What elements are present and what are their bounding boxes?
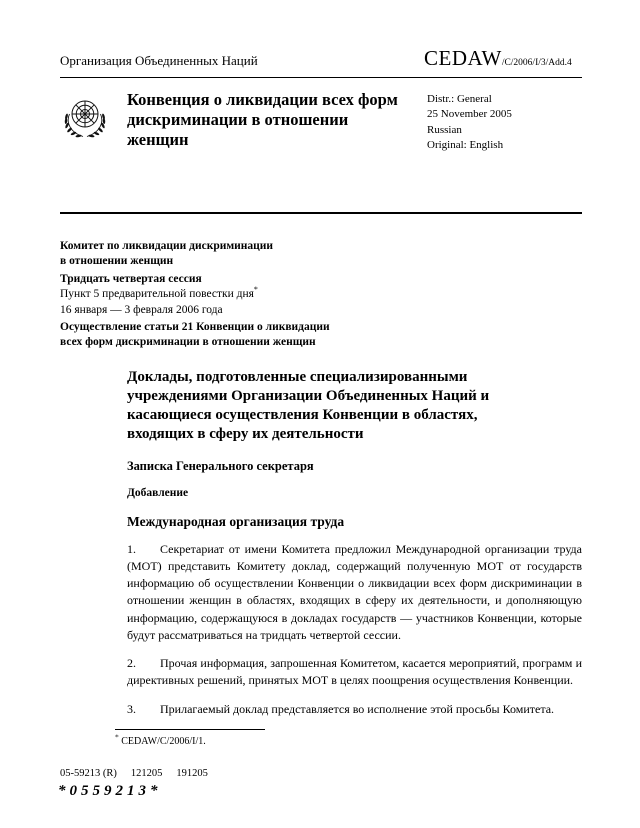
org-name: Организация Объединенных Наций [60,53,258,68]
document-symbol-suffix: /C/2006/I/3/Add.4 [501,58,572,68]
paragraph-3-number: 3. [127,701,136,716]
convention-title: Конвенция о ликвидации всех форм дискриминации в отношении женщин [127,90,398,150]
distribution-block [427,90,582,154]
footnote-area [115,729,265,747]
document-symbol-main: CEDAW [424,46,502,70]
paragraph-1-text: Секретариат от имени Комитета предложил Международной организации труда (МОТ) представить Комитету доклад, содержащий полученную МОТ от государств информацию об осуществлении Конвенции о ликвидации всех форм дискриминации в отношении женщин в областях, входящих в сферу их деятельности, и дополняющую информацию, содержащуюся в докладах государств — участников Конвенции, которые будут рассматриваться на тридцать четвертой сессии. [127,541,582,642]
footnote-reference: CEDAW/C/2006/I/1. [118,736,206,747]
footer-doc-number: 05-59213 (R) [60,768,117,779]
distr-original: Original: English [427,139,504,152]
note-heading: Записка Генерального секретаря [127,458,314,473]
paragraph-2-text: Прочая информация, запрошенная Комитетом, касается мероприятий, программ и директивных решений, принятых МОТ в целях поощрения осуществления Конвенции. [127,656,582,688]
footer-code-2: 191205 [176,768,208,779]
committee-name-line2: в отношении женщин [60,255,174,268]
distr-date: 25 November 2005 [427,108,512,121]
distr-language: Russian [427,123,462,136]
paragraph-2-number: 2. [127,656,136,671]
committee-block [60,239,582,351]
paragraph-3-text: Прилагаемый доклад представляется во исполнение этой просьбы Комитета. [160,701,555,716]
paragraph-2 [127,655,582,690]
masthead-mid-row [60,78,582,212]
footnote-text [115,732,265,747]
masthead-divider-thick [60,212,582,214]
masthead-top-row [60,0,582,71]
paragraph-3 [127,701,582,718]
session-title: Тридцать четвертая сессия [60,272,202,285]
main-content [127,368,582,718]
document-symbol [424,46,582,71]
committee-name-line1: Комитет по ликвидации дискриминации [60,240,274,252]
agenda-item [60,287,582,302]
section-heading: Международная организация труда [127,513,345,529]
footer-code-1: 121205 [130,768,163,779]
document-title: Доклады, подготовленные специализированными учреждениями Организации Объединенных Наций и касающиеся осуществления Конвенции в областях, входящих в сферу их деятельности [127,368,490,443]
paragraph-1 [127,541,582,645]
implementation-line1: Осуществление статьи 21 Конвенции о ликвидации [60,321,330,334]
implementation-line2: всех форм дискриминации в отношении женщин [60,336,316,349]
barcode-text: *0559213* [58,783,162,799]
agenda-item-text: Пункт 5 предварительной повестки дня [60,288,254,301]
footnote-separator [115,729,265,730]
agenda-footnote-symbol: * [253,285,258,295]
addendum-heading: Добавление [127,486,189,499]
footnote-symbol: * [115,732,119,742]
un-emblem-icon [60,92,110,144]
footer-line [60,768,208,779]
paragraph-1-number: 1. [127,541,136,556]
distr-line: Distr.: General [427,93,492,105]
session-dates: 16 января — 3 февраля 2006 года [60,303,223,316]
